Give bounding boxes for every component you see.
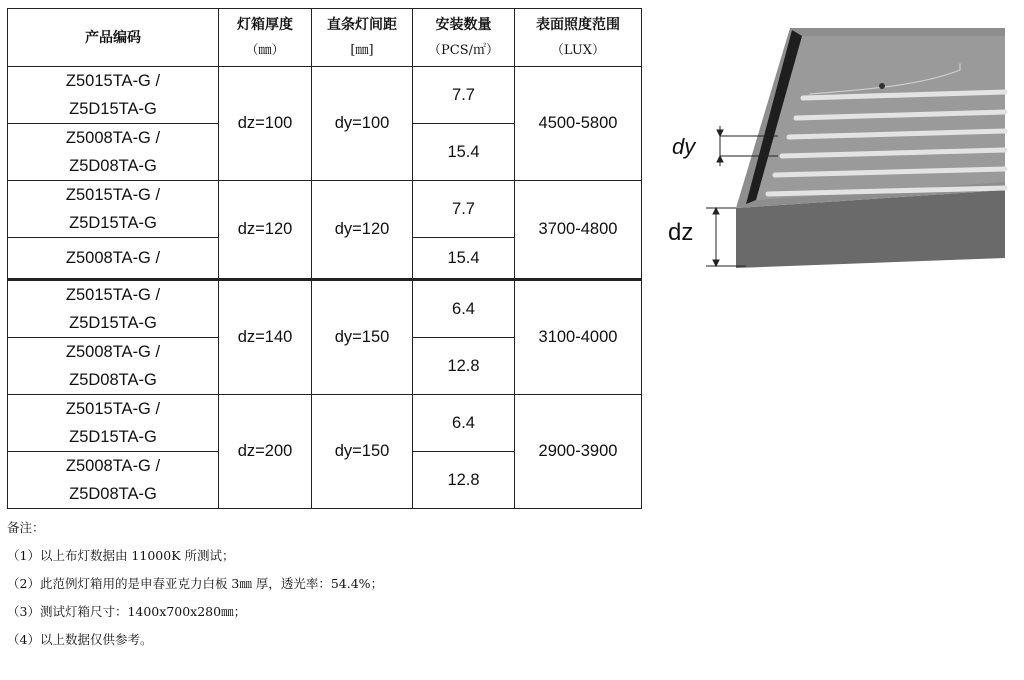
spacing-cell: dy=150 — [312, 395, 413, 509]
lux-cell: 3700-4800 — [515, 181, 642, 280]
spacing-cell: dy=150 — [312, 280, 413, 395]
lux-cell: 2900-3900 — [515, 395, 642, 509]
header-lux-range: 表面照度范围 （LUX） — [515, 9, 642, 67]
table-row — [8, 181, 642, 238]
qty-cell: 15.4 — [413, 238, 515, 280]
table-row — [8, 280, 642, 338]
dy-label: dy — [672, 134, 696, 159]
model-cell: Z5015TA-G / Z5D15TA-G — [8, 280, 219, 338]
note-item: （3）测试灯箱尺寸：1400x700x280㎜； — [7, 604, 247, 619]
model-cell: Z5015TA-G / Z5D15TA-G — [8, 67, 219, 124]
thickness-cell: dz=200 — [219, 395, 312, 509]
thickness-cell: dz=120 — [219, 181, 312, 280]
table-row — [8, 395, 642, 452]
model-cell: Z5008TA-G / — [8, 238, 219, 280]
lightbox-diagram — [660, 20, 1010, 280]
model-cell: Z5008TA-G / Z5D08TA-G — [8, 124, 219, 181]
cable-hole — [879, 83, 885, 89]
note-item: （4）以上数据仅供参考。 — [7, 632, 153, 647]
qty-cell: 7.7 — [413, 181, 515, 238]
thickness-cell: dz=100 — [219, 67, 312, 181]
spacing-cell: dy=100 — [312, 67, 413, 181]
header-row — [8, 9, 642, 67]
qty-cell: 12.8 — [413, 452, 515, 509]
qty-cell: 7.7 — [413, 67, 515, 124]
note-item: （1）以上布灯数据由 11000K 所测试； — [7, 548, 235, 563]
header-box-thickness: 灯箱厚度 （㎜） — [219, 9, 312, 67]
model-cell: Z5008TA-G / Z5D08TA-G — [8, 338, 219, 395]
note-item: （2）此范例灯箱用的是申春亚克力白板 3㎜ 厚，透光率：54.4%； — [7, 576, 384, 591]
thickness-cell: dz=140 — [219, 280, 312, 395]
model-cell: Z5015TA-G / Z5D15TA-G — [8, 395, 219, 452]
header-install-qty: 安装数量 （PCS/㎡） — [413, 9, 515, 67]
spacing-cell: dy=120 — [312, 181, 413, 280]
model-cell: Z5015TA-G / Z5D15TA-G — [8, 181, 219, 238]
qty-cell: 6.4 — [413, 395, 515, 452]
spec-table — [7, 8, 642, 509]
qty-cell: 15.4 — [413, 124, 515, 181]
header-strip-spacing: 直条灯间距 [㎜] — [312, 9, 413, 67]
lux-cell: 4500-5800 — [515, 67, 642, 181]
header-product-code: 产品编码 — [8, 9, 219, 67]
notes-title: 备注： — [7, 520, 45, 535]
qty-cell: 12.8 — [413, 338, 515, 395]
table-row — [8, 67, 642, 124]
qty-cell: 6.4 — [413, 280, 515, 338]
dz-label: dz — [668, 219, 694, 246]
lux-cell: 3100-4000 — [515, 280, 642, 395]
model-cell: Z5008TA-G / Z5D08TA-G — [8, 452, 219, 509]
